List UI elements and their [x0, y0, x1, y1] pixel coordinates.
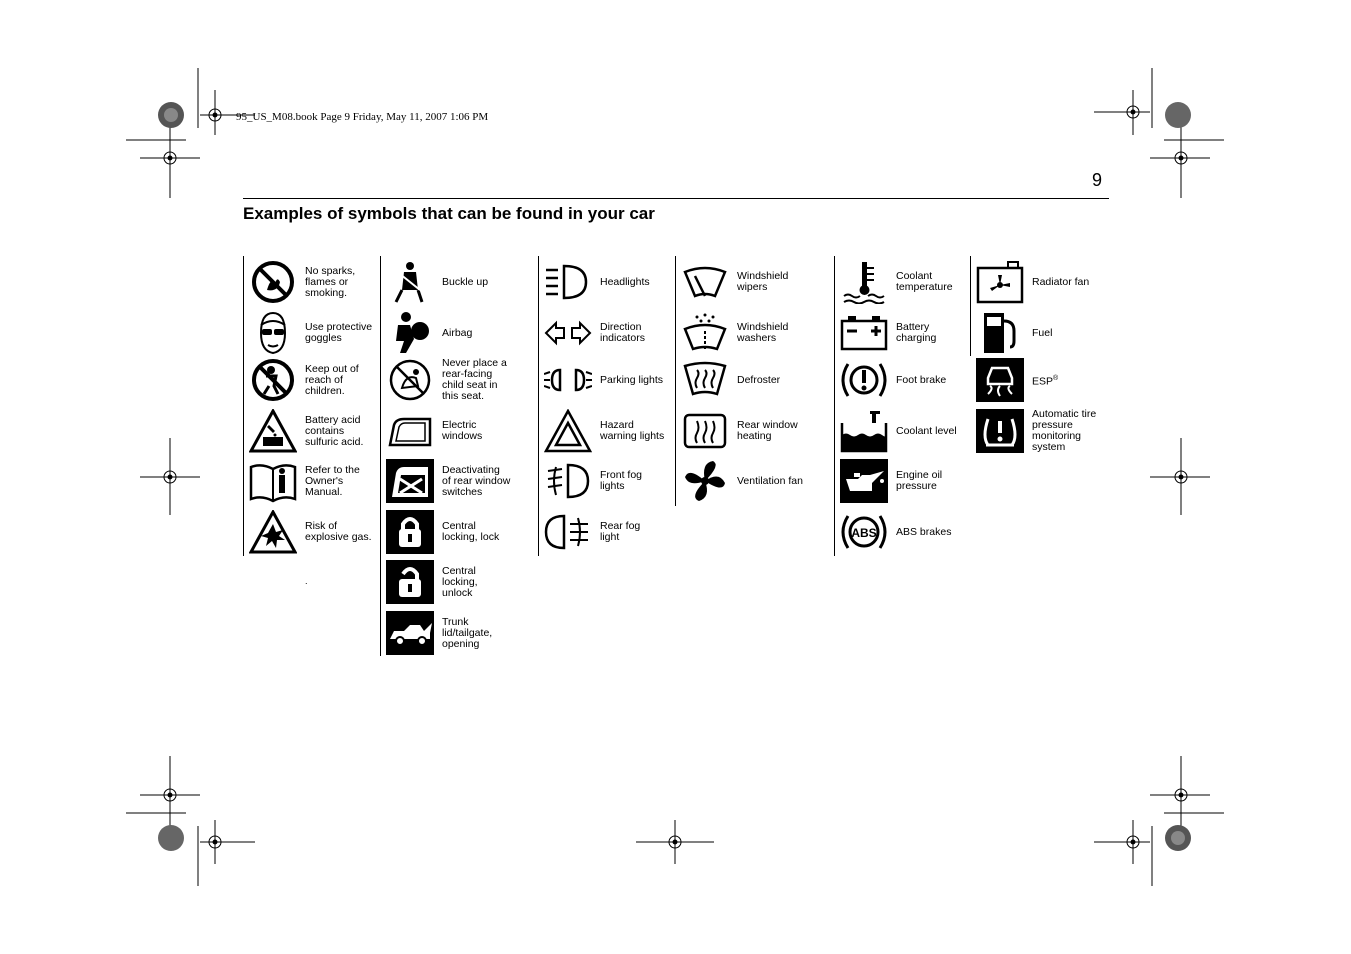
- coolant-level-icon: [840, 409, 888, 453]
- symbol-item: [386, 260, 488, 304]
- coolant-temperature-icon: [840, 260, 888, 304]
- headlights-icon: [544, 260, 592, 304]
- symbol-label: Never place a rear-facing child seat in this seat.: [442, 357, 507, 402]
- washers-icon: [681, 311, 729, 355]
- symbol-item: [544, 459, 642, 503]
- header-rule: [243, 198, 1109, 199]
- symbol-item: [681, 409, 798, 453]
- symbol-label: ABS brakes: [896, 525, 952, 538]
- symbol-item: [386, 459, 510, 503]
- symbol-item: [386, 311, 472, 355]
- symbol-item: [544, 409, 664, 453]
- column-divider: [834, 256, 835, 556]
- no-sparks-icon: [249, 260, 297, 304]
- protective-goggles-icon: [249, 311, 297, 355]
- symbol-item: [976, 311, 1052, 355]
- symbol-label: Headlights: [600, 275, 650, 288]
- symbol-label: Direction indicators: [600, 321, 645, 344]
- no-rear-facing-seat-icon: [386, 358, 434, 402]
- keep-away-children-icon: [249, 358, 297, 402]
- symbol-label: Deactivating of rear window switches: [442, 463, 511, 498]
- symbol-label: Keep out of reach of children.: [305, 362, 359, 397]
- symbol-item: [386, 611, 492, 655]
- rear-window-heating-icon: [681, 409, 729, 453]
- symbol-label: Front fog lights: [600, 469, 643, 492]
- symbol-label: No sparks, flames or smoking.: [305, 264, 356, 299]
- symbol-label: Rear fog light: [600, 520, 641, 543]
- owners-manual-icon: [249, 459, 297, 503]
- symbol-item: [840, 311, 936, 355]
- page-number: 9: [1092, 170, 1103, 190]
- symbol-label: Refer to the Owner's Manual.: [305, 463, 360, 498]
- symbol-item: [249, 459, 360, 503]
- symbol-label: Foot brake: [896, 373, 947, 386]
- symbol-item: [544, 358, 663, 402]
- symbol-label: Windshield washers: [737, 321, 789, 344]
- foot-brake-icon: [840, 358, 888, 402]
- column-divider: [243, 256, 244, 556]
- symbol-label: Airbag: [442, 326, 473, 339]
- stray-mark: .: [305, 576, 308, 586]
- oil-pressure-icon: [840, 459, 888, 503]
- registered-mark: ®: [1053, 374, 1059, 382]
- print-slug: 95_US_M08.book Page 9 Friday, May 11, 2007 1:06 PM: [236, 111, 489, 123]
- column-divider: [380, 256, 381, 656]
- symbol-item: [976, 409, 1096, 453]
- defroster-icon: [681, 358, 729, 402]
- trunk-open-icon: [386, 611, 434, 655]
- symbol-label: Hazard warning lights: [600, 419, 665, 442]
- ventilation-fan-icon: [681, 459, 729, 503]
- direction-indicators-icon: [544, 311, 592, 355]
- symbol-label: Buckle up: [442, 275, 489, 288]
- tire-pressure-icon: [976, 409, 1024, 453]
- explosive-gas-icon: [249, 510, 297, 554]
- symbol-item: [840, 358, 946, 402]
- symbol-label: Windshield wipers: [737, 270, 789, 293]
- symbol-label: Radiator fan: [1032, 275, 1090, 288]
- symbol-item: [386, 358, 507, 402]
- symbol-item: [249, 409, 363, 453]
- esp-label-text: ESP: [1032, 375, 1054, 388]
- fuel-icon: [976, 311, 1024, 355]
- symbol-label: Risk of explosive gas.: [305, 520, 372, 543]
- window-lock-icon: [386, 459, 434, 503]
- abs-brakes-icon: [840, 510, 888, 554]
- front-fog-icon: [544, 459, 592, 503]
- column-divider: [675, 256, 676, 506]
- column-divider: [538, 256, 539, 556]
- symbol-label: [1032, 373, 1058, 388]
- symbol-label: Battery charging: [896, 321, 937, 344]
- symbol-item: [386, 560, 478, 604]
- symbol-item: [544, 260, 650, 304]
- symbol-item: [249, 260, 355, 304]
- wipers-icon: [681, 260, 729, 304]
- symbol-item: [840, 260, 953, 304]
- symbol-label: Central locking, unlock: [442, 564, 478, 599]
- symbol-item: [681, 358, 780, 402]
- symbol-item: [249, 311, 372, 355]
- lock-open-icon: [386, 560, 434, 604]
- symbol-label: Electric windows: [442, 419, 483, 442]
- symbol-label: Coolant temperature: [896, 270, 953, 293]
- symbol-item: [840, 409, 957, 453]
- symbol-label: Battery acid contains sulfuric acid.: [305, 413, 364, 448]
- symbol-item: [681, 311, 788, 355]
- symbol-label: Ventilation fan: [737, 474, 803, 487]
- hazard-warning-icon: [544, 409, 592, 453]
- symbol-item: [681, 459, 803, 503]
- symbol-item: [386, 510, 499, 554]
- symbol-label: Engine oil pressure: [896, 469, 943, 492]
- symbol-item: [544, 311, 645, 355]
- lock-closed-icon: [386, 510, 434, 554]
- symbol-item: [544, 510, 640, 554]
- airbag-icon: [386, 311, 434, 355]
- rear-fog-icon: [544, 510, 592, 554]
- electric-window-icon: [386, 409, 434, 453]
- battery-acid-icon: [249, 409, 297, 453]
- symbol-item: [840, 459, 942, 503]
- symbol-label: Parking lights: [600, 373, 664, 386]
- column-divider: [970, 256, 971, 356]
- symbol-item: [249, 358, 359, 402]
- battery-charging-icon: [840, 311, 888, 355]
- buckle-up-icon: [386, 260, 434, 304]
- symbol-item: [976, 260, 1089, 304]
- symbol-label: Defroster: [737, 373, 781, 386]
- symbol-item: [681, 260, 788, 304]
- symbol-item: [386, 409, 482, 453]
- radiator-fan-icon: [976, 260, 1024, 304]
- symbol-item: [840, 510, 951, 554]
- symbol-label: Fuel: [1032, 326, 1053, 339]
- symbol-label: Trunk lid/tailgate, opening: [442, 615, 493, 650]
- svg-text:ABS: ABS: [851, 526, 877, 540]
- symbol-item: [976, 358, 1058, 402]
- symbol-label: Coolant level: [896, 424, 957, 437]
- symbol-label: Automatic tire pressure monitoring system: [1032, 408, 1097, 453]
- symbol-item: [249, 510, 372, 554]
- page-title: Examples of symbols that can be found in your car: [243, 204, 655, 223]
- symbol-label: Rear window heating: [737, 419, 798, 442]
- symbol-label: Use protective goggles: [305, 321, 373, 344]
- parking-lights-icon: [544, 358, 592, 402]
- esp-icon: [976, 358, 1024, 402]
- symbol-label: Central locking, lock: [442, 520, 500, 543]
